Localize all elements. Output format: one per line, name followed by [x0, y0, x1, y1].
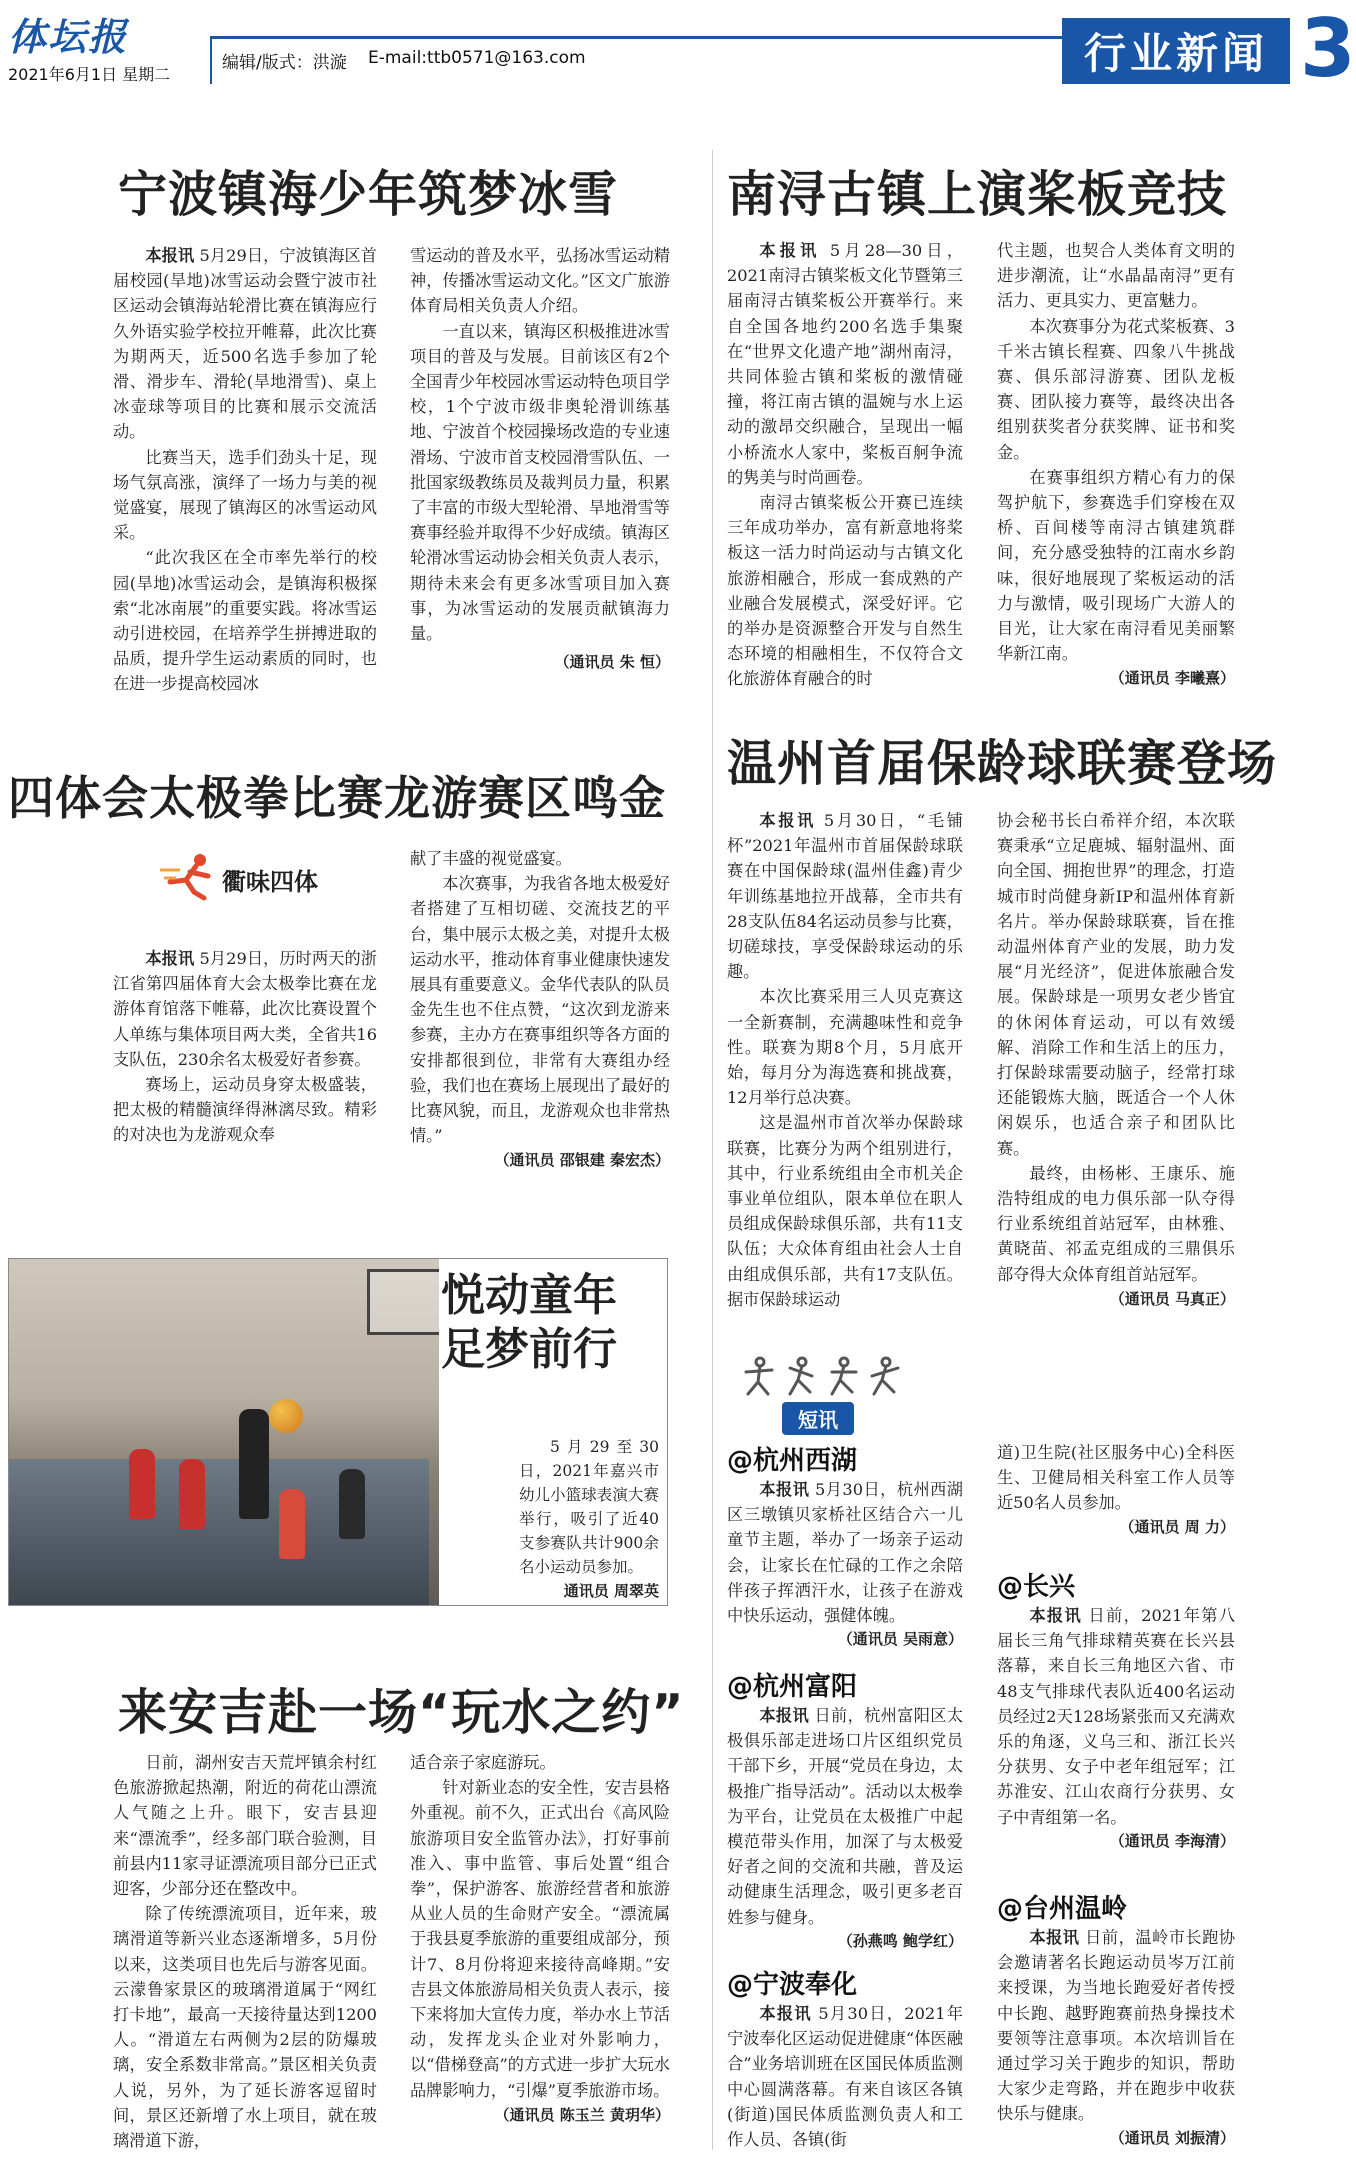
photo-title-line2: 足梦前行 — [441, 1324, 617, 1375]
article4-byline: （通讯员 马真正） — [1109, 1289, 1235, 1308]
brief-lead: 本报讯 — [1029, 1606, 1083, 1625]
brief-lead: 本报讯 — [759, 1706, 810, 1725]
issue-date: 2021年6月1日 星期二 — [8, 65, 171, 84]
section-title: 行业新闻 — [1062, 18, 1290, 84]
article1-p3: “此次我区在全市率先举行的校园(旱地)冰雪运动会，是镇海积极探索“北冰南展”的重要实践。将冰雪运动引进校园，在培养学生拼搏进取的品质，提升学生运动素质的同时，也在进一步提高校园冰 — [113, 548, 377, 694]
briefs-header — [740, 1354, 920, 1434]
article5-p2: 除了传统漂流项目，近年来，玻璃滑道等新兴业态逐渐增多，5月份以来，这类项目也先后与游客见面。云濛鲁家景区的玻璃滑道属于“网红打卡地”，最高一天接待量达到1200人。“滑道左右两侧为2层的防爆玻璃，安全系数非常高。”景区相关负责人说，另外，为了延长游客逗留时间，景区还新增了水上项目，就在玻璃滑道下游， — [113, 1904, 377, 2151]
masthead — [0, 0, 1356, 95]
photo-child — [279, 1489, 305, 1559]
basketball-icon — [269, 1399, 303, 1433]
article2-p1: 5月28—30日，2021南浔古镇桨板文化节暨第三届南浔古镇桨板公开赛举行。来自全国各地约200名选手集聚在“世界文化遗产地”湖州南浔，共同体验古镇和桨板的激情碰撞，将江南古镇的温婉与水上运动的激昂交织融合，呈现出一幅小桥流水人家中，桨板百舸争流的隽美与时尚画卷。 — [727, 241, 964, 487]
article4-lead: 本报讯 — [759, 811, 817, 830]
masthead-divider-vertical — [210, 36, 212, 84]
brief-item — [727, 1440, 963, 1649]
article3-headline-wrap — [8, 773, 666, 824]
brief-item — [997, 1888, 1235, 2148]
photo-court — [9, 1459, 429, 1605]
brief-body-continued: 道)卫生院(社区服务中心)全科医生、卫健局相关科室工作人员等近50名人员参加。 — [997, 1443, 1235, 1513]
article2-headline: 南浔古镇上演桨板竞技 — [727, 166, 1228, 223]
article5-p4: 针对新业态的安全性，安吉县格外重视。前不久，正式出台《高风险旅游项目安全监管办法》，打好事前准入、事中监管、事后处置“组合拳”，保护游客、旅游经营者和旅游从业人员的生命财产安全。“漂流属于我县夏季旅游的重要组成部分，预计7、8月份将迎来接待高峰期。”安吉县文体旅游局相关负责人表示，接下来将加大宣传力度，举办水上节活动，发挥龙头企业对外影响力，以“借梯登高”的方式进一步扩大玩水品牌影响力，“引爆”夏季旅游市场。 — [410, 1778, 670, 2100]
photo-caption-text: 5月29至30日，2021年嘉兴市幼儿小篮球表演大赛举行，吸引了近40支参赛队共计900余名小运动员参加。 — [519, 1438, 659, 1576]
photo-child — [179, 1459, 205, 1529]
article5-headline-wrap — [118, 1686, 684, 1740]
photo-caption — [519, 1435, 659, 1603]
article5-p3: 适合亲子家庭游玩。 — [410, 1753, 556, 1772]
article2-p3: 代主题，也契合人类体育文明的进步潮流，让“水晶晶南浔”更有活力、更具实力、更富魅力。 — [997, 241, 1235, 311]
article5-byline: （通讯员 陈玉兰 黄玥华） — [494, 2105, 670, 2124]
brief-item — [727, 1666, 963, 1951]
article3-p4: 本次赛事，为我省各地太极爱好者搭建了互相切磋、交流技艺的平台，集中展示太极之美，对提升太极运动水平，推动体育事业健康快速发展具有重要意义。金华代表队的队员金先生也不住点赞，“这次到龙游来参赛，主办方在赛事组织等各方面的安排都很到位，非常有大赛组办经验，我们也在赛场上展现出了最好的比赛风貌，而且，龙游观众也非常热情。” — [410, 874, 670, 1146]
article3-p1: 5月29日，历时两天的浙江省第四届体育大会太极拳比赛在龙游体育馆落下帷幕，此次比赛设置个人单练与集体项目两大类，全省共16支队伍，230余名太极爱好者参赛。 — [113, 949, 377, 1069]
brief-title: @长兴 — [997, 1572, 1076, 1602]
runner-icon — [160, 852, 220, 902]
brief-byline: （通讯员 吴雨意） — [837, 1630, 963, 1649]
brief-lead: 本报讯 — [1029, 1928, 1080, 1947]
brief-item-continued — [997, 1440, 1235, 1537]
brief-lead: 本报讯 — [759, 2004, 812, 2023]
photo-child — [339, 1469, 365, 1539]
article2-col2 — [997, 238, 1235, 692]
article3-headline: 四体会太极拳比赛龙游赛区鸣金 — [8, 771, 666, 825]
brief-title: @杭州西湖 — [727, 1446, 858, 1476]
column-divider — [712, 150, 713, 2150]
article4-col2 — [997, 808, 1235, 1312]
brief-byline: （通讯员 周 力） — [1119, 1517, 1235, 1536]
article1-p1: 5月29日，宁波镇海区首届校园(旱地)冰雪运动会暨宁波市社区运动会镇海站轮滑比赛在镇海应行久外语实验学校拉开帷幕，此次比赛为期两天，近500名选手参加了轮滑、滑步车、滑轮(旱地滑雪)、桌上冰壶球等项目的比赛和展示交流活动。 — [113, 246, 377, 442]
article1-p2: 比赛当天，选手们劲头十足，现场气氛高涨，演绎了一场力与美的视觉盛宴，展现了镇海区的冰雪运动风采。 — [113, 447, 377, 543]
article3-p3: 献了丰盛的视觉盛宴。 — [410, 849, 572, 868]
article1-col2 — [410, 243, 670, 675]
basketball-hoop-icon — [367, 1269, 443, 1335]
brief-item — [997, 1566, 1235, 1851]
article5-col2 — [410, 1750, 670, 2128]
brief-body: 5月30日，杭州西湖区三墩镇贝家桥社区结合六一儿童节主题，举办了一场亲子运动会，让家长在忙碌的工作之余陪伴孩子挥洒汗水，让孩子在游戏中快乐运动，强健体魄。 — [727, 1480, 963, 1626]
brief-item — [727, 1964, 963, 2152]
article1-byline: （通讯员 朱 恒） — [554, 653, 670, 672]
article2-p4: 本次赛事分为花式桨板赛、3千米古镇长程赛、四象八牛挑战赛、俱乐部浔游赛、团队龙板赛、团队接力赛等，最终决出各组别获奖者分获奖牌、证书和奖金。 — [997, 316, 1235, 462]
brief-title: @宁波奉化 — [727, 1970, 858, 2000]
brief-title: @台州温岭 — [997, 1894, 1128, 1924]
photo-credit: 通讯员 周翠英 — [563, 1582, 659, 1600]
athletes-icon — [740, 1354, 920, 1398]
article3-p2: 赛场上，运动员身穿太极盛装，把太极的精髓演绎得淋漓尽致。精彩的对决也为龙游观众奉 — [113, 1075, 377, 1145]
article2-headline-wrap — [727, 168, 1227, 222]
article3-byline: （通讯员 邵银建 秦宏杰） — [494, 1151, 670, 1170]
event-logo-text: 衢味四体 — [222, 868, 318, 896]
editor-credit: 编辑/版式：洪漩 — [222, 53, 347, 73]
article4-headline-wrap — [727, 737, 1277, 791]
briefs-label: 短讯 — [782, 1402, 854, 1435]
article2-p2: 南浔古镇桨板公开赛已连续三年成功举办，富有新意地将桨板这一活力时尚运动与古镇文化旅游相融合，形成一套成熟的产业融合发展模式，深受好评。它的举办是资源整合开发与自然生态环境的相融相生，不仅符合文化旅游体育融合的时 — [727, 493, 963, 689]
photo-title-line1: 悦动童年 — [441, 1270, 617, 1321]
article4-p1: 5月30日，“毛铺杯”2021年温州市首届保龄球联赛在中国保龄球(温州佳鑫)青少年训练基地拉开战幕，全市共有28支队伍84名运动员参与比赛，切磋球技，享受保龄球运动的乐趣。 — [727, 811, 963, 982]
article1-lead: 本报讯 — [145, 246, 195, 265]
article4-col1 — [727, 808, 963, 1312]
article2-byline: （通讯员 李曦熹） — [1109, 669, 1235, 688]
article5-col1 — [113, 1750, 377, 2153]
article4-p3: 这是温州市首次举办保龄球联赛，比赛分为两个组别进行，其中，行业系统组由全市机关企事业单位组队，限本单位在职人员组成保龄球俱乐部，共有11支队伍；大众体育组由社会人士自由组成俱乐部，共有17支队伍。据市保龄球运动 — [727, 1113, 963, 1309]
article3-col1 — [113, 946, 377, 1148]
article2-col1 — [727, 238, 963, 692]
brief-title: @杭州富阳 — [727, 1672, 858, 1702]
photo-caption-box — [439, 1259, 667, 1605]
article4-p2: 本次比赛采用三人贝克赛这一全新赛制，充满趣味性和竞争性。联赛为期8个月，5月底开始，每月分为海选赛和挑战赛，12月举行总决赛。 — [727, 987, 963, 1108]
brief-lead: 本报讯 — [759, 1480, 810, 1499]
event-logo — [160, 852, 360, 912]
article2-lead: 本报讯 — [759, 241, 821, 260]
photo-coach — [239, 1409, 269, 1519]
article4-headline: 温州首届保龄球联赛登场 — [727, 735, 1278, 792]
brief-byline: （通讯员 刘振清） — [1109, 2128, 1235, 2147]
brief-byline: （孙燕鸣 鲍学红） — [837, 1931, 963, 1950]
newspaper-logo: 体坛报 — [8, 14, 129, 59]
article5-headline: 来安吉赴一场“玩水之约” — [118, 1684, 685, 1741]
article3-col2 — [410, 846, 670, 1174]
brief-body: 日前，2021年第八届长三角气排球精英赛在长兴县落幕，来自长三角地区六省、市48支气排球代表队近400名运动员经过2天128场紧张而又充满欢乐的角逐，义乌三和、浙江长兴分获男、女子中老年组冠军；江苏淮安、江山农商行分获男、女子中青组第一名。 — [997, 1606, 1236, 1827]
article4-p5: 最终，由杨彬、王康乐、施浩特组成的电力俱乐部一队夺得行业系统组首站冠军，由林雅、黄晓苗、祁孟克组成的三鼎俱乐部夺得大众体育组首站冠军。 — [997, 1163, 1235, 1284]
brief-body: 5月30日，2021年宁波奉化区运动促进健康“体医融合”业务培训班在区国民体质监测中心圆满落幕。有来自该区各镇(街道)国民体质监测负责人和工作人员、各镇(街 — [727, 2004, 963, 2150]
brief-body: 日前，温岭市长跑协会邀请著名长跑运动员岑万江前来授课，为当地长跑爱好者传授中长跑、越野跑赛前热身操技术要领等注意事项。本次培训旨在通过学习关于跑步的知识，帮助大家少走弯路，并在跑步中收获快乐与健康。 — [997, 1928, 1236, 2124]
photo-feature — [8, 1258, 668, 1606]
brief-body: 日前，杭州富阳区太极俱乐部走进场口片区组织党员干部下乡，开展“党员在身边，太极推广指导活动”。活动以太极拳为平台，让党员在太极推广中起模范带头作用，加深了与太极爱好者之间的交流和共融，普及运动健康生活理念，吸引更多老百姓参与健身。 — [727, 1706, 964, 1927]
article3-lead: 本报讯 — [145, 949, 195, 968]
brief-byline: （通讯员 李海清） — [1109, 1831, 1235, 1850]
article1-headline: 宁波镇海少年筑梦冰雪 — [118, 166, 619, 223]
page-number: 3 — [1300, 2, 1356, 95]
article1-col1 — [113, 243, 377, 697]
article1-headline-wrap — [118, 168, 618, 222]
editor-email: E-mail:ttb0571@163.com — [368, 48, 586, 68]
article1-p4: 雪运动的普及水平，弘扬冰雪运动精神，传播冰雪运动文化。”区文广旅游体育局相关负责人介绍。 — [410, 246, 670, 316]
article5-p1: 日前，湖州安吉天荒坪镇余村红色旅游掀起热潮，附近的荷花山漂流人气随之上升。眼下，安吉县迎来“漂流季”，经多部门联合验测，目前县内11家寻证漂流项目部分已正式迎客，少部分还在整改中。 — [113, 1753, 377, 1899]
article1-p5: 一直以来，镇海区积极推进冰雪项目的普及与发展。目前该区有2个全国青少年校园冰雪运动特色项目学校，1个宁波市级非奥轮滑训练基地、宁波首个校园操场改造的专业速滑场、宁波市首支校园滑雪队伍、一批国家级教练员及裁判员力量，积累了丰富的市级大型轮滑、旱地滑雪等赛事经验并取得不少好成绩。镇海区轮滑冰雪运动协会相关负责人表示，期待未来会有更多冰雪项目加入赛事，为冰雪运动的发展贡献镇海力量。 — [410, 321, 670, 644]
article4-p4: 协会秘书长白希祥介绍，本次联赛秉承“立足鹿城、辐射温州、面向全国、拥抱世界”的理念，打造城市时尚健身新IP和温州体育新名片。举办保龄球联赛，旨在推动温州体育产业的发展，助力发展“月光经济”，促进体旅融合发展。保龄球是一项男女老少皆宜的休闲体育运动，可以有效缓解、消除工作和生活上的压力，打保龄球需要动脑子，经常打球还能锻炼大脑，既适合一个人休闲娱乐，也适合亲子和团队比赛。 — [997, 811, 1235, 1158]
article2-p5: 在赛事组织方精心有力的保驾护航下，参赛选手们穿梭在双桥、百间楼等南浔古镇建筑群间，充分感受独特的江南水乡韵味，很好地展现了桨板运动的活力与激情，吸引现场广大游人的目光，让大家在南浔看见美丽繁华新江南。 — [997, 467, 1235, 664]
photo-child — [129, 1449, 155, 1519]
